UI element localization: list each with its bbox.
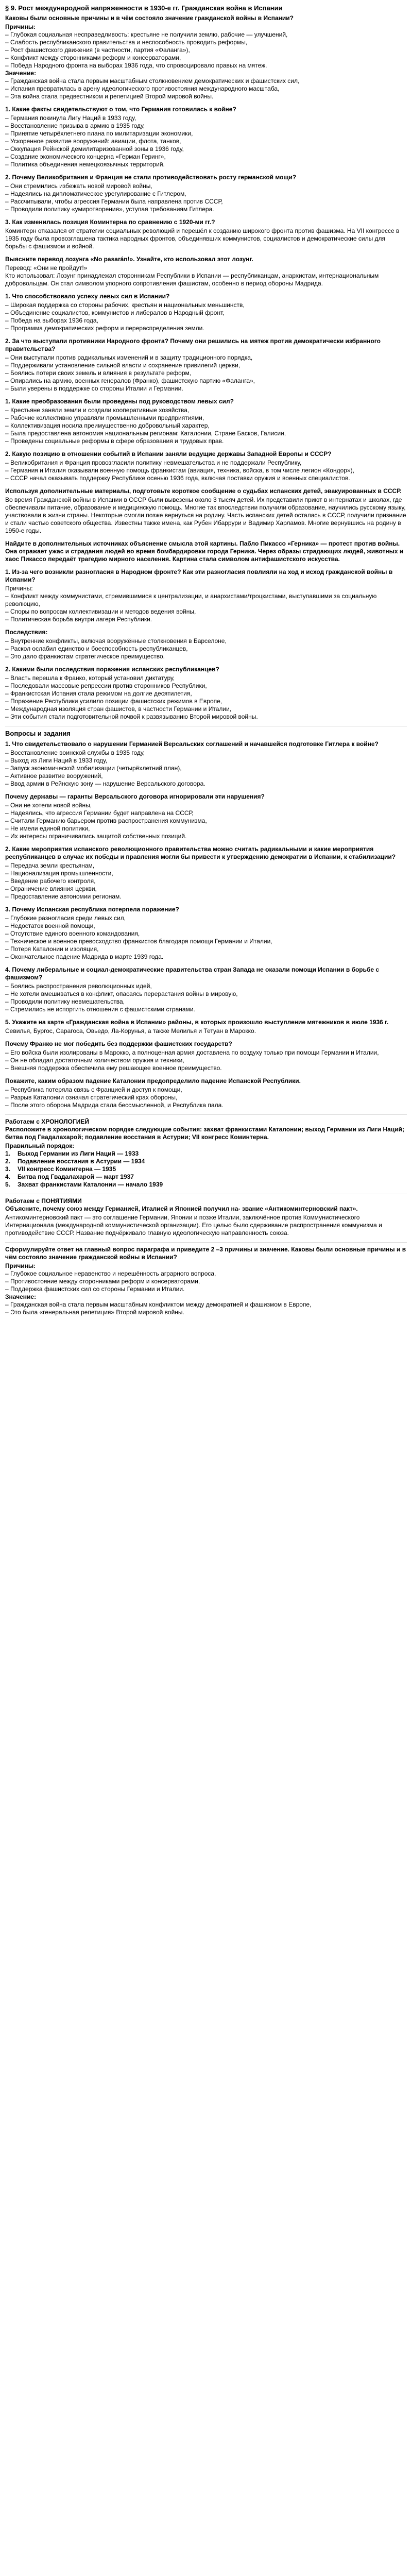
page-title: § 9. Рост международной напряженности в 1930-е гг. Гражданская война в Испании: [5, 4, 283, 12]
answer-line: Перевод: «Они не пройдут!»: [5, 264, 88, 272]
answer-line: – Последовали массовые репрессии против сторонников Республики,: [5, 682, 207, 689]
qa-answer-line: – Введение рабочего контроля,: [5, 877, 96, 885]
answer-line: – Опирались на армию, военных генералов (Франко), фашистскую партию «Фаланга»,: [5, 377, 255, 384]
chronology-items: [5, 1150, 407, 1189]
qa-answer-line: – Глубокие разногласия среди левых сил,: [5, 914, 126, 922]
intro-meaning-list: [5, 77, 407, 100]
qa-answer-line: – Надеялись, что агрессия Германии будет направлена на СССР,: [5, 809, 194, 817]
qa-item: [5, 966, 407, 1013]
answer-line: – Проводили политику «умиротворения», уступая требованиям Гитлера.: [5, 206, 214, 213]
question-heading: Последствия:: [5, 629, 48, 636]
answer-line: – Широкая поддержка со стороны рабочих, крестьян и национальных меньшинств,: [5, 301, 245, 309]
answer-line: – Надеялись на дипломатическое урегулирование с Гитлером,: [5, 190, 186, 197]
intro-causes-heading: Причины:: [5, 23, 36, 30]
qa-answer-line: – Ввод армии в Рейнскую зону — нарушение Версальского договора.: [5, 780, 205, 787]
qa-question: 2. Какие мероприятия испанского революционного правительства можно считать радикальными и какие мероприятия республиканцев в случае их победы и правления могли бы привести к утверждению демократии в Испании, к стабилизации?: [5, 845, 396, 860]
qa-answer-line: – Недостаток военной помощи,: [5, 922, 95, 929]
answer-line: – Объединение социалистов, коммунистов и либералов в Народный фронт,: [5, 309, 225, 316]
qa-answer-line: – Выход из Лиги Наций в 1933 году,: [5, 757, 108, 764]
question-heading: 2. Какую позицию в отношении событий в Испании заняли ведущие державы Западной Европы и СССР?: [5, 450, 332, 457]
divider: [5, 1242, 407, 1243]
question-heading: Выясните перевод лозунга «No pasarán!». Узнайте, кто использовал этот лозунг.: [5, 256, 253, 263]
qa-answer-line: – Предоставление автономии регионам.: [5, 893, 122, 900]
bullet-line: – Рост фашистского движения (в частности, партия «Фаланга»),: [5, 46, 190, 54]
chronology-item-text: Захват франкистами Каталонии — начало 1939: [18, 1181, 163, 1188]
chronology-item-text: Подавление восстания в Астурии — 1934: [18, 1158, 145, 1165]
bullet-line: – Победа Народного фронта на выборах 1936 года, что спровоцировало правых на мятеж.: [5, 62, 267, 69]
qa-answer-line: – Разрыв Каталонии означал стратегический крах обороны,: [5, 1094, 178, 1101]
final-causes-list: [5, 1270, 407, 1293]
qa-question: Почему Франко не мог победить без поддержки фашистских государств?: [5, 1040, 232, 1047]
chronology-item: [5, 1173, 407, 1181]
question-heading: 1. Какие факты свидетельствуют о том, что Германия готовилась к войне?: [5, 106, 236, 113]
final-block: [5, 1246, 407, 1316]
question-heading: Используя дополнительные материалы, подготовьте короткое сообщение о судьбах испанских детей, эвакуированных в СССР.: [5, 487, 402, 495]
bullet-line: – Слабость республиканского правительства и неспособность проводить реформы,: [5, 39, 248, 46]
qa-answer-line: – Активное развитие вооружений,: [5, 772, 103, 779]
qa-answer-line: – Техническое и военное превосходство франкистов благодаря помощи Германии и Италии,: [5, 938, 272, 945]
answer-line: Кто использовал: Лозунг принадлежал сторонникам Республики в Испании — республиканцам, анархистам, интернациональным добровольцам. Он стал символом упорного сопротивления фашистам, особенно в период обороны Мадрида.: [5, 272, 379, 287]
sections-list: [5, 106, 407, 721]
qa-question: 5. Укажите на карте «Гражданская война в Испании» районы, в которых произошло выступление мятежников в июле 1936 г.: [5, 1019, 389, 1026]
bullet-line: – Гражданская война стала первым масштабным столкновением демократических и фашистских сил,: [5, 77, 300, 84]
intro-causes-list: [5, 31, 407, 70]
answer-line: Коминтерн отказался от стратегии социальных революций и перешёл к созданию широкого фронта против фашизма. На VII конгрессе в 1935 году была провозглашена тактика народных фронтов, объединявших коммунистов, социалистов и демократические силы для борьбы с фашизмом и войной.: [5, 227, 400, 250]
answer-line: – Власть перешла к Франко, который установил диктатуру,: [5, 674, 175, 682]
chronology-item-text: Выход Германии из Лиги Наций — 1933: [18, 1150, 139, 1157]
chronology-heading: Работаем с ХРОНОЛОГИЕЙ: [5, 1118, 89, 1125]
answer-line: – Программа демократических реформ и перераспределения земли.: [5, 325, 204, 332]
final-meaning-list: [5, 1301, 407, 1316]
chronology-item: [5, 1150, 407, 1158]
question-heading: 1. Какие преобразования были проведены под руководством левых сил?: [5, 398, 234, 405]
bullet-line: – Глубокая социальная несправедливость: крестьяне не получили землю, рабочие — улучшений,: [5, 31, 288, 38]
answer-line: – Создание экономического концерна «Герман Геринг»,: [5, 153, 166, 160]
bullet-line: – Глубокое социальное неравенство и нерешённость аграрного вопроса,: [5, 1270, 216, 1277]
qa-answer-line: – Восстановление воинской службы в 1935 году,: [5, 749, 145, 756]
qa-item: [5, 793, 407, 840]
concepts-heading: Работаем с ПОНЯТИЯМИ: [5, 1197, 82, 1205]
question-section: [5, 568, 407, 623]
qa-answer-line: – Они не хотели новой войны,: [5, 802, 92, 809]
final-question: Сформулируйте ответ на главный вопрос параграфа и приведите 2 –3 причины и значение. Каковы были основные причины и в чём состояло значение гражданской войны в Испании?: [5, 1246, 406, 1261]
answer-line: – Политика объединения немецкоязычных территорий.: [5, 161, 165, 168]
answer-line: – Боялись потери своих земель и влияния в результате реформ,: [5, 369, 192, 377]
qa-answer-line: – Считали Германию барьером против распространения коммунизма,: [5, 817, 207, 824]
qa-item: [5, 1019, 407, 1035]
question-heading: 3. Как изменилась позиция Коминтерна по сравнению с 1920-ми гг.?: [5, 218, 215, 226]
chronology-item-number: 3.: [5, 1165, 11, 1173]
answer-line: – Споры по вопросам коллективизации и методов ведения войны,: [5, 608, 196, 615]
answer-line: – Международная изоляция стран фашистов, в частности Германии и Италии,: [5, 705, 232, 713]
bullet-line: – Это была «генеральная репетиция» Второй мировой войны.: [5, 1309, 184, 1316]
question-heading: 1. Что способствовало успеху левых сил в Испании?: [5, 293, 170, 300]
concepts-block: [5, 1197, 407, 1237]
qa-list: [5, 740, 407, 1109]
question-section: [5, 629, 407, 660]
qa-answer-line: – Внешняя поддержка обеспечила ему решающее военное преимущество.: [5, 1064, 222, 1072]
answer-line: – Принятие четырёхлетнего плана по милитаризации экономики,: [5, 130, 193, 137]
qa-answer-line: – Его войска были изолированы в Марокко, а полноценная армия доставлена по воздуху только при помощи Германии и Италии,: [5, 1049, 379, 1056]
answer-line: Причины:: [5, 585, 33, 592]
qa-question: Почему державы — гаранты Версальского договора игнорировали эти нарушения?: [5, 793, 265, 800]
question-section: [5, 218, 407, 250]
qa-answer-line: – Не имели единой политики,: [5, 825, 90, 832]
question-section: [5, 174, 407, 213]
qa-answer-line: – Проводили политику невмешательства,: [5, 998, 125, 1005]
qa-answer-line: – Стремились не испортить отношения с фашистскими странами.: [5, 1006, 195, 1013]
qa-item: [5, 1077, 407, 1109]
question-section: [5, 540, 407, 563]
bullet-line: – Противостояние между сторонниками реформ и консерваторами,: [5, 1278, 200, 1285]
question-heading: 2. Какими были последствия поражения испанских республиканцев?: [5, 666, 219, 673]
chronology-item: [5, 1181, 407, 1189]
bullet-line: – Испания превратилась в арену идеологического противостояния международного масштаба,: [5, 85, 280, 92]
question-section: [5, 666, 407, 721]
concepts-answer: [5, 1214, 407, 1237]
qa-item: [5, 906, 407, 961]
qa-item: [5, 740, 407, 788]
bullet-line: – Гражданская война стала первым масштабным конфликтом между демократией и фашизмом в Европе,: [5, 1301, 312, 1308]
qa-answer-line: – Республика потеряла связь с Францией и доступ к помощи,: [5, 1086, 182, 1093]
qa-item: [5, 845, 407, 901]
qa-answer-line: – Запуск экономической мобилизации (четырёхлетний план),: [5, 765, 182, 772]
qa-answer-line: – Национализация промышленности,: [5, 870, 113, 877]
qa-answer-line: – Не хотели вмешиваться в конфликт, опасаясь перерастания войны в мировую,: [5, 990, 238, 997]
answer-line: – Политическая борьба внутри лагеря Республики.: [5, 616, 152, 623]
intro-question: Каковы были основные причины и в чём состояло значение гражданской войны в Испании?: [5, 14, 294, 22]
qa-answer-line: – Потеря Каталонии и изоляция,: [5, 945, 99, 953]
chronology-item: [5, 1165, 407, 1173]
chronology-item-number: 4.: [5, 1173, 11, 1180]
question-heading: Найдите в дополнительных источниках объяснение смысла этой картины. Пабло Пикассо «Герника» — протест против войны. Она отражает ужас и страдания людей во время бомбардировки города Герника. Через образы страдающих людей, животных и хаос Пикассо передаёт трагедию мирного населения. Картина стала символом антифашистского искусства.: [5, 540, 404, 563]
chronology-task: Расположите в хронологическом порядке следующие события: захват франкистами Каталонии; выход Германии из Лиги Наций; битва под Гвадалахарой; подавление восстания в Астурии; VII конгресс Коминтерна.: [5, 1126, 404, 1141]
qa-answer-line: – Их интересы ограничивались защитой собственных позиций.: [5, 833, 187, 840]
answer-line: – Это дало франкистам стратегическое преимущество.: [5, 653, 165, 660]
chronology-block: [5, 1118, 407, 1189]
answer-line: – Внутренние конфликты, включая вооружённые столкновения в Барселоне,: [5, 637, 227, 645]
qa-answer-line: Севилья, Бургос, Сарагоса, Овьедо, Ла-Корунья, а также Мелилья и Тетуан в Марокко.: [5, 1027, 256, 1035]
question-section: [5, 106, 407, 168]
qa-answer-line: – Он не обладал достаточным количеством оружия и техники,: [5, 1057, 184, 1064]
answer-line: – Восстановление призыва в армию в 1935 году,: [5, 122, 145, 129]
final-meaning-heading: Значение:: [5, 1293, 37, 1300]
question-section: [5, 487, 407, 535]
concepts-task: Объясните, почему союз между Германией, Италией и Японией получил на- звание «Антикоминтерновский пакт».: [5, 1205, 358, 1212]
qa-answer-line: – Окончательное падение Мадрида в марте 1939 года.: [5, 953, 164, 960]
answer-line: – Поддерживали установление сильной власти и сохранение привилегий церкви,: [5, 362, 241, 369]
answer-line: Во время Гражданской войны в Испании в СССР были вывезены около 3 тысяч детей. Их представили приют в интернатах и школах, где обеспечивали питание, образование и медицинскую помощь. Многие так впоследствии получили образование, научились русскому языку, участвовали в жизни страны. Некоторые смогли позже вернуться на родину. Часть испанских детей осталась в СССР, получили признание и стали частью советского общества. Известны также имена, как Рубен Ибаррури и Вадимир Харламов. Многие вернувшись на родину в 1950-е годы.: [5, 496, 406, 534]
answer-line: – Крестьяне заняли земли и создали кооперативные хозяйства,: [5, 406, 190, 414]
answer-line: – Проведены социальные реформы в сфере образования и трудовых прав.: [5, 437, 224, 445]
qa-answer-line: – Боялись распространения революционных идей,: [5, 982, 152, 990]
divider: [5, 1114, 407, 1115]
answer-line: – Рассчитывали, чтобы агрессия Германии была направлена против СССР,: [5, 198, 223, 205]
answer-line: – Германия покинула Лигу Наций в 1933 году,: [5, 114, 136, 122]
answer-line: – Ускоренное развитие вооружений: авиации, флота, танков,: [5, 138, 181, 145]
question-heading: 2. За что выступали противники Народного фронта? Почему они решились на мятеж против демократически избранного правительства?: [5, 337, 381, 352]
chronology-item-number: 1.: [5, 1150, 11, 1157]
qa-answer-line: – Отсутствие единого военного командования,: [5, 930, 140, 937]
chronology-item-text: VII конгресс Коминтерна — 1935: [18, 1165, 116, 1173]
answer-line: – Франкистская Испания стала режимом на долгие десятилетия,: [5, 690, 192, 697]
answer-line: – Коллективизация носила преимущественно добровольный характер,: [5, 422, 210, 429]
qa-heading: Вопросы и задания: [5, 730, 71, 737]
question-section: [5, 450, 407, 482]
bullet-line: – Поддержка фашистских сил со стороны Германии и Италии.: [5, 1285, 185, 1293]
question-section: [5, 293, 407, 332]
chronology-answer-heading: Правильный порядок:: [5, 1142, 75, 1149]
answer-line: – Была предоставлена автономия национальным регионам: Каталонии, Стране Басков, Галисии,: [5, 430, 286, 437]
question-section: [5, 398, 407, 445]
concepts-answer-line: Антикоминтерновский пакт — это соглашение Германии, Японии и позже Италии, заключённое против Коммунистического Интернационала (международной коммунистической организации). Его целью было сдерживание распространения коммунизма и противодействие СССР. Название подчёркивало главную идеологическую направленность союза.: [5, 1214, 382, 1236]
question-section: [5, 256, 407, 287]
answer-line: – Поражение Республики усилило позиции фашистских режимов в Европе,: [5, 698, 222, 705]
chronology-item-number: 2.: [5, 1158, 11, 1165]
answer-line: – Конфликт между коммунистами, стремившимися к централизации, и анархистами/троцкистами, выступавшими за социальную революцию,: [5, 592, 377, 607]
qa-item: [5, 1040, 407, 1072]
question-heading: 1. Из-за чего возникли разногласия в Народном фронте? Как эти разногласия повлияли на ход и исход гражданской войны в Испании?: [5, 568, 393, 583]
chronology-item-number: 5.: [5, 1181, 11, 1188]
final-causes-heading: Причины:: [5, 1262, 36, 1269]
answer-line: – Рабочие коллективно управляли промышленными предприятиями,: [5, 414, 204, 421]
answer-line: – Победа на выборах 1936 года,: [5, 317, 98, 324]
bullet-line: – Конфликт между сторонниками реформ и консерваторами,: [5, 54, 181, 61]
answer-line: – Были уверены в поддержке со стороны Италии и Германии.: [5, 385, 183, 392]
intro-meaning-heading: Значение:: [5, 70, 37, 77]
qa-answer-line: – Передача земли крестьянам,: [5, 862, 95, 869]
answer-line: – Великобритания и Франция провозгласили политику невмешательства и не поддержали Республику,: [5, 459, 302, 466]
qa-question: Покажите, каким образом падение Каталонии предопределило падение Испанской Республики.: [5, 1077, 301, 1084]
answer-line: – Германия и Италия оказывали военную помощь франкистам (авиация, техника, войска, в том числе легион «Кондор»),: [5, 467, 354, 474]
qa-question: 4. Почему либеральные и социал-демократические правительства стран Запада не оказали помощи Испании в борьбе с фашизмом?: [5, 966, 380, 981]
qa-answer-line: – После этого оборона Мадрида стала бессмысленной, и Республика пала.: [5, 1101, 224, 1109]
answer-line: – Оккупация Рейнской демилитаризованной зоны в 1936 году,: [5, 145, 184, 152]
answer-line: – Эти события стали подготовительной почвой к развязыванию Второй мировой войны.: [5, 713, 258, 720]
intro-block: [5, 14, 407, 100]
answer-line: – Они стремились избежать новой мировой войны,: [5, 182, 152, 190]
answer-line: – Они выступали против радикальных изменений и в защиту традиционного порядка,: [5, 354, 253, 361]
answer-line: – СССР начал оказывать поддержку Республике осенью 1936 года, включая поставки оружия и военных специалистов.: [5, 474, 350, 482]
answer-line: – Раскол ослабил единство и боеспособность республиканцев,: [5, 645, 188, 652]
bullet-line: – Эта война стала предвестником и репетицией Второй мировой войны.: [5, 93, 214, 100]
question-heading: 2. Почему Великобритания и Франция не стали противодействовать росту германской мощи?: [5, 174, 297, 181]
qa-question: 3. Почему Испанская республика потерпела поражение?: [5, 906, 179, 913]
qa-answer-line: – Ограничение влияния церкви,: [5, 885, 97, 892]
qa-question: 1. Что свидетельствовало о нарушении Германией Версальских соглашений и начавшейся подготовке Гитлера к войне?: [5, 740, 379, 748]
question-section: [5, 337, 407, 393]
chronology-item-text: Битва под Гвадалахарой — март 1937: [18, 1173, 134, 1180]
chronology-item: [5, 1158, 407, 1165]
